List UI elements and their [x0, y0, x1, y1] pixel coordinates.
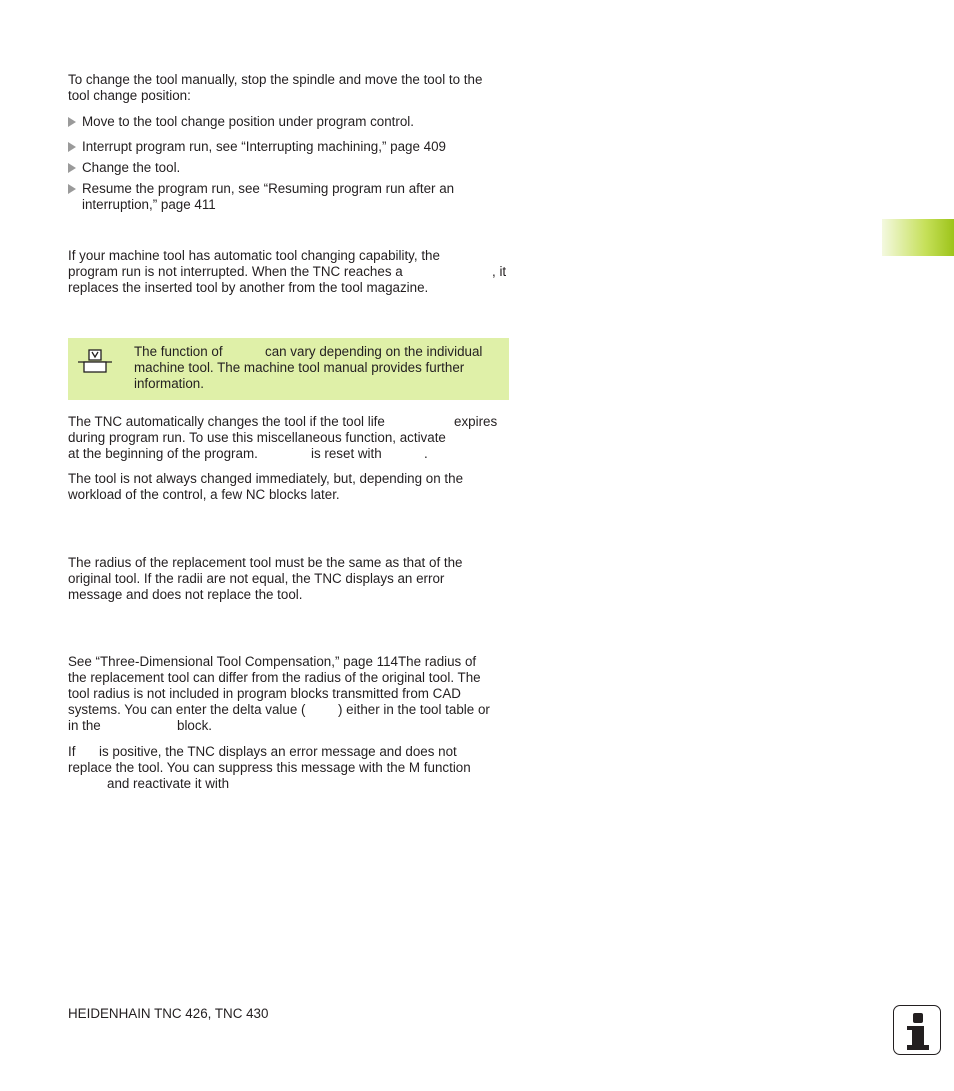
text-line: original tool. If the radii are not equal, the TNC displays an error — [68, 571, 445, 586]
text-line: program run is not interrupted. When the TNC reaches a — [68, 264, 403, 279]
text-line: To change the tool manually, stop the spindle and move the tool to the — [68, 72, 483, 87]
text-line: tool radius is not included in program blocks transmitted from CAD — [68, 686, 461, 701]
step-text: Move to the tool change position under program control. — [82, 114, 414, 129]
bullet-arrow-icon — [68, 117, 76, 127]
text-line: If — [68, 744, 76, 759]
text-line: expires — [454, 414, 498, 429]
text-line: The TNC automatically changes the tool if the tool life — [68, 414, 385, 429]
bullet-arrow-icon — [68, 184, 76, 194]
text-line: replaces the inserted tool by another from the tool magazine. — [68, 280, 429, 295]
text-line: during program run. To use this miscellaneous function, activate — [68, 430, 446, 445]
text-line: tool change position: — [68, 88, 191, 103]
text-line: the replacement tool can differ from the radius of the original tool. The — [68, 670, 481, 685]
machine-manual-icon — [78, 348, 112, 376]
note-text: The function of — [134, 344, 223, 359]
bullet-arrow-icon — [68, 163, 76, 173]
footer-text: HEIDENHAIN TNC 426, TNC 430 — [68, 1006, 269, 1021]
text-line: is reset with — [311, 446, 382, 461]
text-line: and reactivate it with — [107, 776, 230, 791]
text-line: . — [424, 446, 428, 461]
note-text: can vary depending on the individual — [265, 344, 483, 359]
note-text: machine tool. The machine tool manual provides further — [134, 360, 465, 375]
step-text: Resume the program run, see “Resuming program run after an — [82, 181, 455, 196]
step-text: Change the tool. — [82, 160, 181, 175]
chapter-tab — [882, 219, 954, 256]
text-line: is positive, the TNC displays an error message and does not — [99, 744, 457, 759]
text-line: The radius of the replacement tool must be the same as that of the — [68, 555, 463, 570]
text-line: replace the tool. You can suppress this message with the M function — [68, 760, 471, 775]
step-text: interruption,” page 411 — [82, 197, 216, 212]
text-line: See “Three-Dimensional Tool Compensation,” page 114The radius of — [68, 654, 477, 669]
bullet-arrow-icon — [68, 142, 76, 152]
text-line: block. — [177, 718, 212, 733]
step-text: Interrupt program run, see “Interrupting machining,” page 409 — [82, 139, 446, 154]
text-line: message and does not replace the tool. — [68, 587, 303, 602]
text-line: ) either in the tool table or — [338, 702, 490, 717]
text-line: workload of the control, a few NC blocks later. — [68, 487, 340, 502]
info-icon — [893, 1005, 941, 1055]
text-line: If your machine tool has automatic tool changing capability, the — [68, 248, 440, 263]
text-line: The tool is not always changed immediately, but, depending on the — [68, 471, 464, 486]
machine-note-box — [68, 338, 509, 400]
text-line: in the — [68, 718, 101, 733]
text-line: , it — [492, 264, 507, 279]
note-text: information. — [134, 376, 204, 391]
text-line: systems. You can enter the delta value ( — [68, 702, 306, 717]
text-line: at the beginning of the program. — [68, 446, 258, 461]
